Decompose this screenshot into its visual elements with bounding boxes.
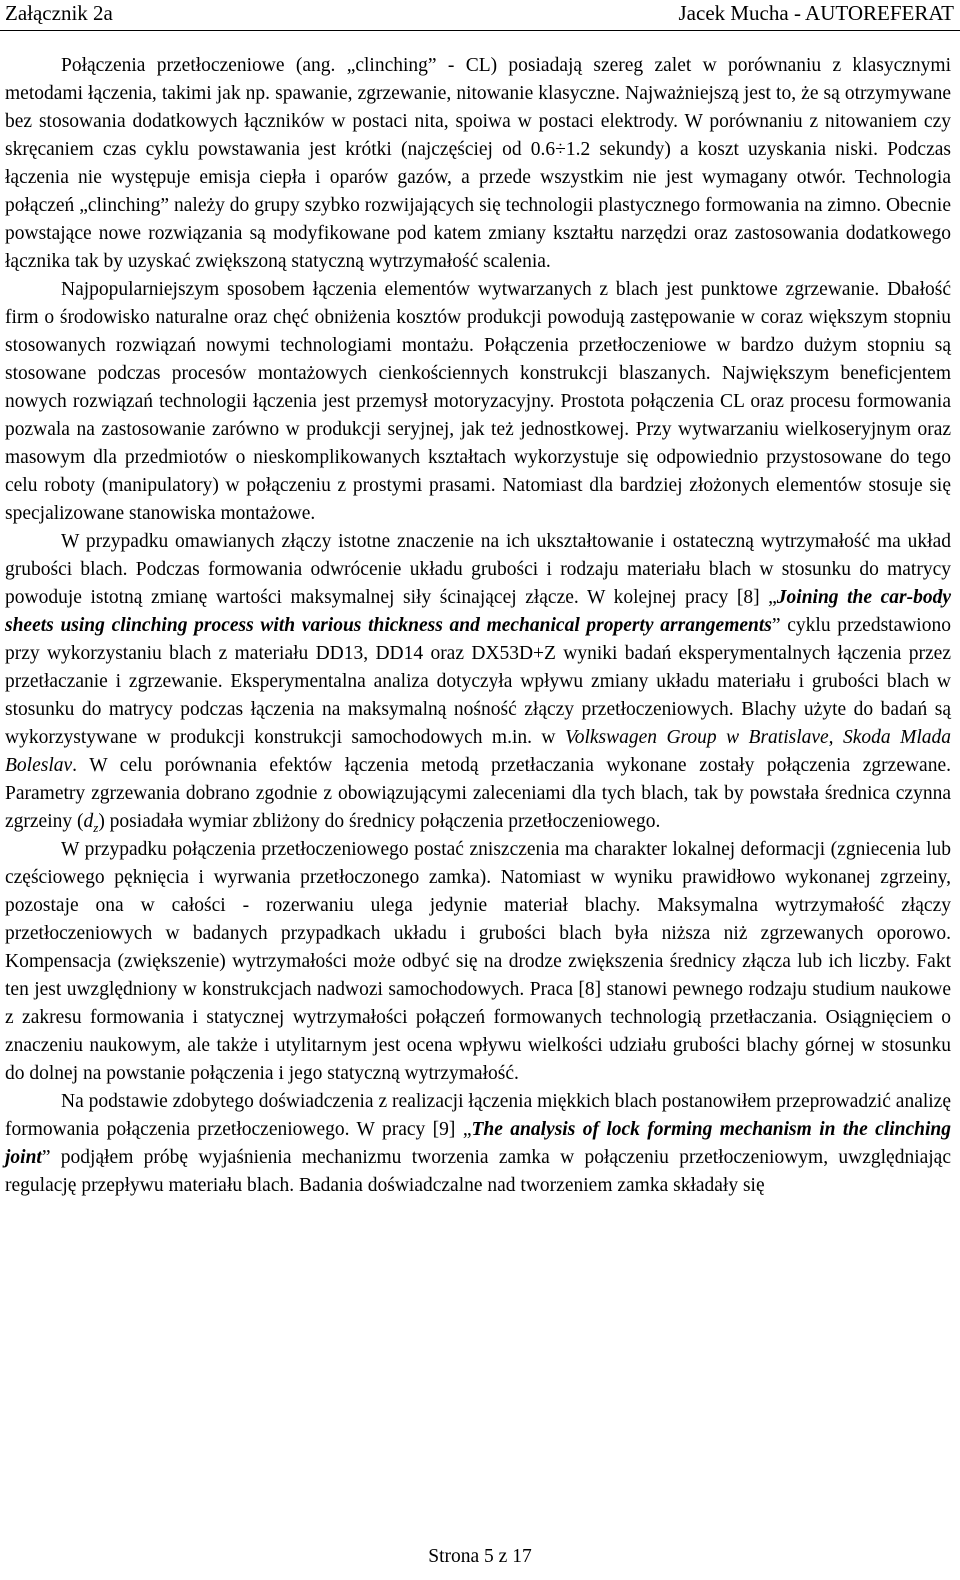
- cited-paper-title: Joining the car-body sheets using clinching process with various thickness and mechanical property arrangements: [5, 587, 951, 636]
- page-header: [0, 0, 960, 31]
- company-names: Volkswagen Group w Bratislave, Skoda Mlada Boleslav: [5, 727, 951, 776]
- paragraph-spot-welding: Najpopularniejszym sposobem łączenia elementów wytwarzanych z blach jest punktowe zgrzewanie. Dbałość firm o środowisko naturalne oraz chęć obniżenia kosztów produkcji powodują zastępowanie w coraz większym stopniu stosowanych rozwiązań nowymi technologiami montażu. Połączenia przetłoczeniowe w bardzo dużym stopniu są stosowane podczas procesów montażowych cienkościennych konstrukcji blaszanych. Największym beneficjentem nowych rozwiązań technologii łączenia jest przemysł motoryzacyjny. Prostota połączenia CL oraz procesu formowania pozwala na zastosowanie zarówno w produkcji seryjnej, jak też jednostkowej. Przy wytwarzaniu wielkoseryjnym oraz masowym dla przedmiotów o nieskomplikowanych kształtach wykorzystuje się odpowiednio przystosowane do tego celu roboty (manipulatory) w połączeniu z prostymi prasami. Natomiast dla bardziej złożonych elementów stosuje się specjalizowane stanowiska montażowe.: [5, 279, 951, 524]
- paragraph-sheet-thickness: [5, 528, 951, 836]
- paragraph-text: ) posiadała wymiar zbliżony do średnicy połączenia przetłoczeniowego.: [98, 811, 661, 832]
- paragraph-text: W przypadku omawianych złączy istotne znaczenie na ich ukształtowanie i ostateczną wytrzymałość ma układ grubości blach. Podczas formowania odwrócenie układu grubości i rodzaju materiału blach w stosunku do matrycy powoduje istotną zmianę wartości maksymalnej siły ścinającej złącze. W kolejnej pracy [8] „: [5, 531, 951, 608]
- header-author-title: Jacek Mucha - AUTOREFERAT: [678, 1, 954, 25]
- paragraph-failure-mode: W przypadku połączenia przetłoczeniowego postać zniszczenia ma charakter lokalnej deformacji (zgniecenia lub częściowego pęknięcia i wyrwania przetłoczonego zamka). Natomiast w wyniku prawidłowo wykonanej zgrzeiny, pozostaje ona w całości - rozerwaniu ulega jedynie materiał blachy. Maksymalna wytrzymałość złączy przetłoczeniowych w badanych przypadkach układu i grubości blach była niższa niż zgrzewanych oporowo. Kompensacja (zwiększenie) wytrzymałości może odbyć się na drodze zwiększenia średnicy złącza lub ich liczby. Fakt ten jest uwzględniony w konstrukcjach nadwozi samochodowych. Praca [8] stanowi pewnego rodzaju studium naukowe z zakresu formowania i statycznej wytrzymałości połączeń formowanych technologią przetłaczania. Osiągnięciem o znaczeniu naukowym, ale także i utylitarnym jest ocena wpływu wielkości udziału grubości blachy górnej w stosunku do dolnej na powstanie połączenia i jego statyczną wytrzymałość.: [5, 839, 951, 1084]
- paragraph-text: . W celu porównania efektów łączenia metodą przetłaczania wykonane zostały połączenia zgrzewane. Parametry zgrzewania dobrano zgodnie z obowiązującymi zaleceniami dla tych blach, tak by powstała średnica czynna zgrzeiny (: [5, 755, 951, 832]
- paragraph-text: ” cyklu przedstawiono przy wykorzystaniu blach z materiału DD13, DD14 oraz DX53D+Z wyniki badań eksperymentalnych łączenia przez przetłaczanie i zgrzewanie. Eksperymentalna analiza dotyczyła wpływu zmiany układu materiału i grubości blach w stosunku do matrycy podczas łączenia na maksymalną nośność złączy przetłoczeniowych. Blachy użyte do badań są wykorzystywane w produkcji konstrukcji samochodowych m.in. w: [5, 615, 951, 748]
- diameter-symbol: d: [83, 811, 94, 832]
- paragraph-lock-forming: [5, 1088, 951, 1200]
- paragraph-text: ” podjąłem próbę wyjaśnienia mechanizmu tworzenia zamka w połączeniu przetłoczeniowym, uwzględniając regulację przepływu materiału blach. Badania doświadczalne nad tworzeniem zamka składały się: [5, 1147, 951, 1196]
- paragraph-clinching-advantages: Połączenia przetłoczeniowe (ang. „clinching” - CL) posiadają szereg zalet w porównaniu z klasycznymi metodami łączenia, takimi jak np. spawanie, zgrzewanie, nitowanie klasyczne. Najważniejszą jest to, że są otrzymywane bez stosowania dodatkowych łączników w postaci nita, spoiwa w postaci elektrody. W porównaniu z nitowaniem czy skręcaniem czas cyklu powstawania jest krótki (najczęściej od 0.6÷1.2 sekundy) a koszt uzyskania niski. Podczas łączenia nie występuje emisja ciepła i oparów gazów, a przede wszystkim nie jest wymagany otwór. Technologia połączeń „clinching” należy do grupy szybko rozwijających się technologii plastycznego formowania na zimno. Obecnie powstające nowe rozwiązania są modyfikowane pod katem zmiany kształtu narzędzi oraz zastosowania dodatkowego łącznika tak by uzyskać zwiększoną statyczną wytrzymałość scalenia.: [5, 55, 951, 272]
- diameter-subscript: z: [93, 819, 99, 835]
- document-body: [5, 52, 951, 1200]
- paragraph-text: Na podstawie zdobytego doświadczenia z realizacji łączenia miękkich blach postanowiłem przeprowadzić analizę formowania połączenia przetłoczeniowego. W pracy [9] „: [5, 1091, 951, 1140]
- page-number: Strona 5 z 17: [428, 1546, 532, 1567]
- cited-paper-title: The analysis of lock forming mechanism in the clinching joint: [5, 1119, 952, 1168]
- header-annex-label: Załącznik 2a: [5, 1, 113, 25]
